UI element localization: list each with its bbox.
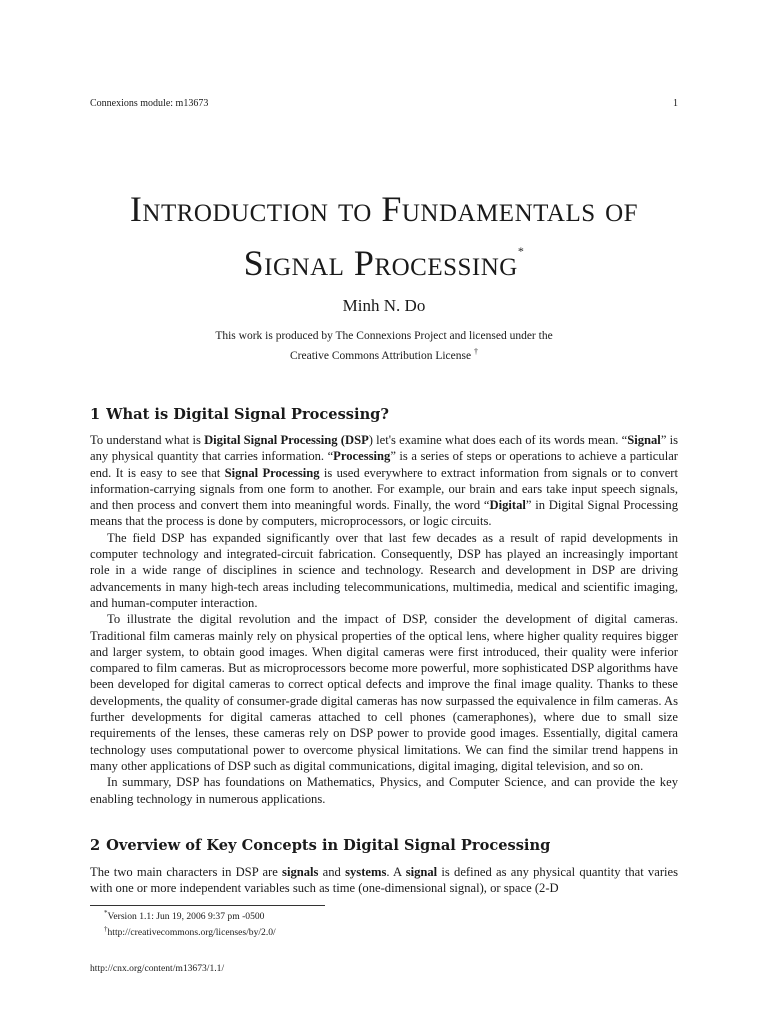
page-footer-url[interactable]: http://cnx.org/content/m13673/1.1/	[90, 963, 225, 974]
license-statement	[0, 328, 768, 364]
license-line-2-text: Creative Commons Attribution License	[290, 349, 472, 362]
title-footnote-mark[interactable]: *	[517, 244, 525, 258]
section-1-body	[90, 432, 678, 807]
section-1-heading	[90, 407, 678, 423]
title-line-2-text: Signal Processing	[243, 243, 518, 283]
section-1-title: What is Digital Signal Processing?	[106, 406, 389, 423]
section-2-number: 2	[90, 837, 101, 854]
section-1-paragraph-2: The field DSP has expanded significantly over that last few decades as a result of rapid developments in computer technology and integrated-circuit fabrication. Consequently, DSP has played an increasingly important role in a wide range of disciplines in science and technology. Research and development in DSP are driving advancements in many high-tech areas including telecommunications, multimedia, medical and scientific imaging, and human-computer interaction.	[90, 530, 678, 610]
license-line-1: This work is produced by The Connexions Project and licensed under the	[215, 330, 553, 342]
footnote-divider	[90, 905, 325, 906]
section-1-paragraph-4: In summary, DSP has foundations on Mathematics, Physics, and Computer Science, and can provide the key enabling technology in numerous applications.	[90, 775, 678, 806]
section-1-number: 1	[90, 406, 101, 423]
section-1-paragraph-1: To understand what is Digital Signal Processing (DSP) let's examine what does each of its words mean. “Signal” is any physical quantity that carries information. “Processing” is a series of steps or operations to achieve a particular end. It is easy to see that Signal Processing is used everywhere to extract information from signals or to convert information-carrying signals from one form to another. For example, our brain and ears take input speech signals, and then process and convert them into meaningful words. Finally, the word “Digital” in Digital Signal Processing means that the process is done by computers, microprocessors, or logic circuits.	[90, 433, 679, 529]
footnotes	[104, 907, 276, 939]
section-2-title: Overview of Key Concepts in Digital Signal Processing	[106, 837, 551, 854]
section-2-paragraph-1: The two main characters in DSP are signals and systems. A signal is defined as any physical quantity that varies with one or more independent variables such as time (one-dimensional signal), or space (2-D	[90, 865, 679, 896]
section-1-paragraph-3: To illustrate the digital revolution and the impact of DSP, consider the development of digital cameras. Traditional film cameras mainly rely on physical properties of the optical lens, where higher quality requires bigger and larger system, to obtain good images. When digital cameras were first introduced, their quality were inferior compared to film cameras. But as microprocessors become more powerful, more sophisticated DSP algorithms have been developed for digital cameras to correct optical defects and improve the final image quality. Thanks to these developments, the quality of consumer-grade digital cameras has now surpassed the equivalence in film cameras. As further developments for digital cameras attached to cell phones (cameraphones), where due to small size requirements of the lenses, these cameras rely on DSP power to provide good images. Essentially, digital camera technology uses computational power to overcome physical limitations. We can find the similar trend happens in many other applications of DSP such as digital communications, digital imaging, digital television, and so on.	[90, 612, 678, 773]
title-line-2	[60, 230, 708, 284]
section-2-heading	[90, 838, 678, 854]
footnote-1: *Version 1.1: Jun 19, 2006 9:37 pm -0500	[104, 909, 265, 923]
title-line-1: Introduction to Fundamentals of	[129, 189, 639, 229]
section-2-body	[90, 864, 678, 897]
author-name: Minh N. Do	[342, 296, 426, 315]
document-title	[60, 188, 708, 284]
license-footnote-mark[interactable]: †	[473, 347, 478, 356]
module-label: Connexions module: m13673	[90, 98, 209, 109]
page-header	[90, 98, 678, 109]
footnote-2[interactable]: †http://creativecommons.org/licenses/by/2.0/	[104, 925, 276, 939]
license-line-2	[0, 344, 768, 364]
page-number: 1	[673, 98, 678, 109]
